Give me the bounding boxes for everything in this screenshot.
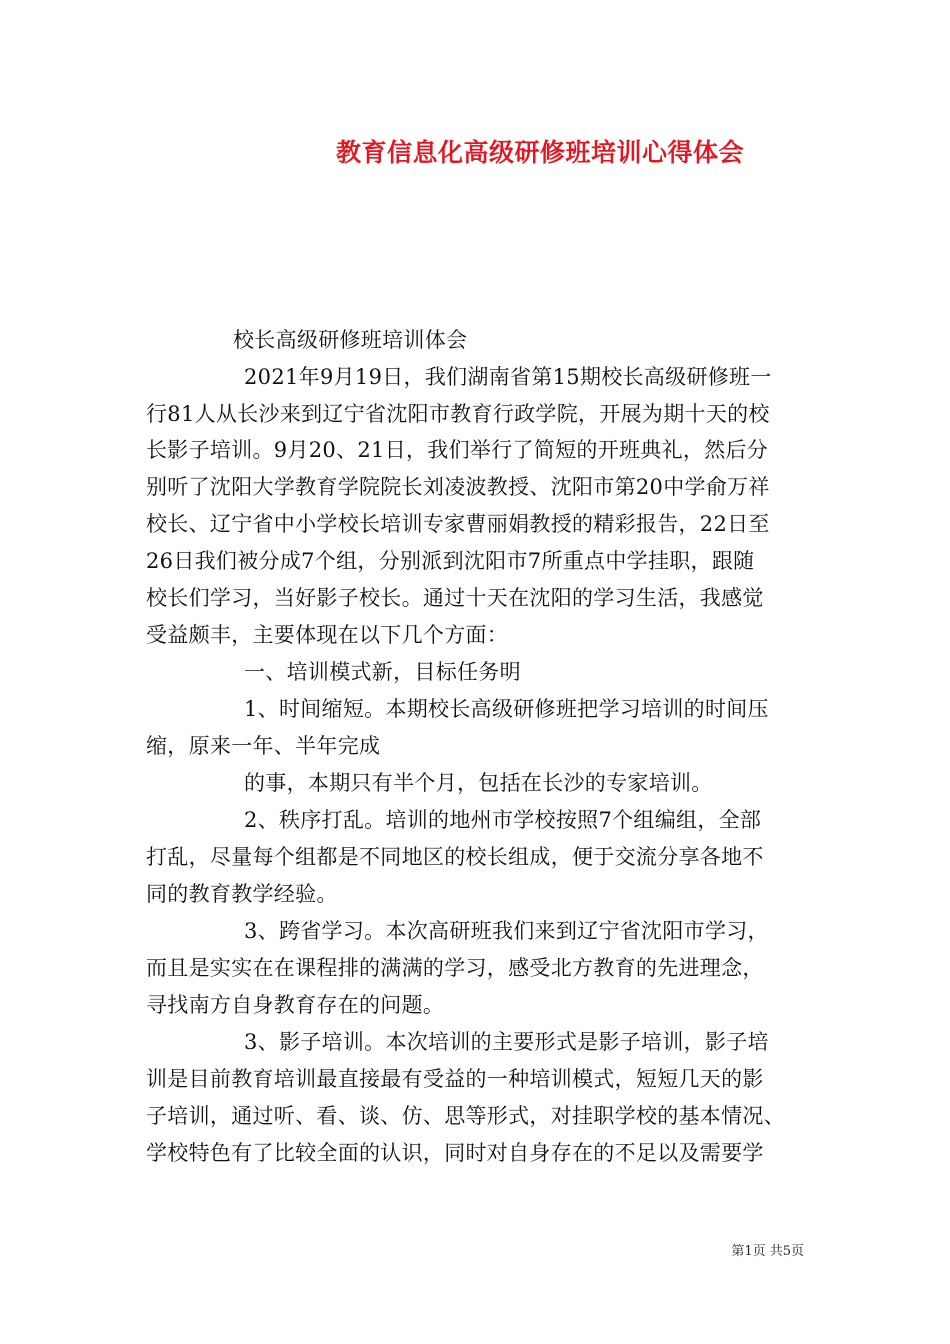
paragraph-line: 26日我们被分成7个组，分别派到沈阳市7所重点中学挂职，跟随 (146, 549, 755, 573)
paragraph-line: 行81人从长沙来到辽宁省沈阳市教育行政学院，开展为期十天的校 (146, 402, 770, 426)
paragraph-line: 3、跨省学习。本次高研班我们来到辽宁省沈阳市学习， (244, 919, 769, 943)
paragraph-line: 校长们学习，当好影子校长。通过十天在沈阳的学习生活，我感觉 (146, 586, 764, 610)
paragraph-line: 寻找南方自身教育存在的问题。 (146, 993, 445, 1017)
section-heading: 校长高级研修班培训体会 (233, 328, 468, 352)
paragraph-line: 训是目前教育培训最直接最有受益的一种培训模式，短短几天的影 (146, 1067, 764, 1091)
paragraph-line: 校长、辽宁省中小学校长培训专家曹丽娟教授的精彩报告，22日至 (146, 512, 770, 536)
paragraph-line: 缩，原来一年、半年完成 (146, 734, 381, 758)
paragraph-line: 1、时间缩短。本期校长高级研修班把学习培训的时间压 (244, 697, 769, 721)
paragraph-line: 受益颇丰，主要体现在以下几个方面： (146, 623, 509, 647)
section-heading: 一、培训模式新，目标任务明 (244, 660, 521, 684)
paragraph-line: 2021年9月19日，我们湖南省第15期校长高级研修班一 (244, 365, 772, 389)
paragraph-line: 打乱，尽量每个组都是不同地区的校长组成，便于交流分享各地不 (146, 845, 764, 869)
paragraph-line: 别听了沈阳大学教育学院院长刘凌波教授、沈阳市第20中学俞万祥 (146, 475, 770, 499)
paragraph-line: 长影子培训。9月20、21日，我们举行了简短的开班典礼，然后分 (146, 438, 769, 462)
paragraph-line: 同的教育教学经验。 (146, 882, 338, 906)
page-number-footer: 第1页 共5页 (731, 1244, 804, 1259)
paragraph-line: 2、秩序打乱。培训的地州市学校按照7个组编组，全部 (244, 808, 762, 832)
paragraph-line: 学校特色有了比较全面的认识，同时对自身存在的不足以及需要学 (146, 1141, 764, 1165)
paragraph-line: 的事，本期只有半个月，包括在长沙的专家培训。 (244, 771, 713, 795)
paragraph-line: 子培训，通过听、看、谈、仿、思等形式，对挂职学校的基本情况、 (146, 1104, 785, 1128)
paragraph-line: 而且是实实在在课程排的满满的学习，感受北方教育的先进理念， (146, 956, 764, 980)
paragraph-line: 3、影子培训。本次培训的主要形式是影子培训，影子培 (244, 1030, 769, 1054)
document-title: 教育信息化高级研修班培训心得体会 (335, 138, 744, 167)
